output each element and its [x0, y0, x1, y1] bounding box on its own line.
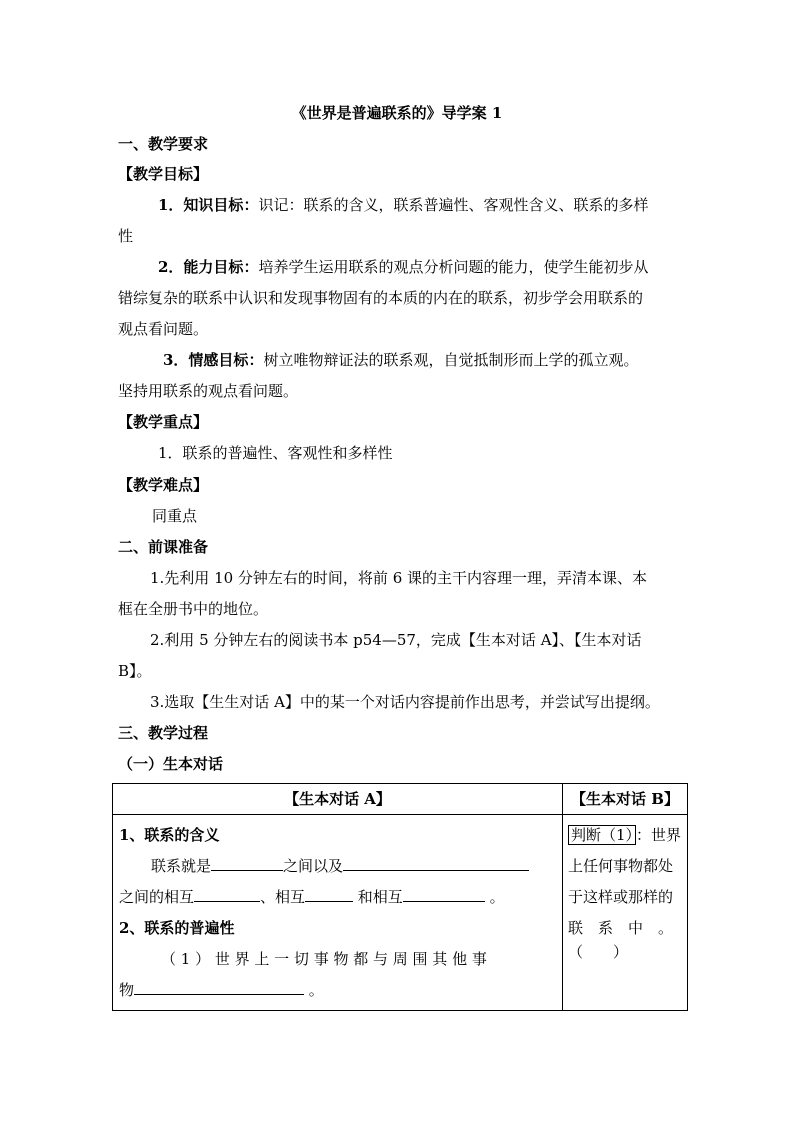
- goal2-line2: 错综复杂的联系中认识和发现事物固有的本质的内在的联系，初步学会用联系的: [118, 289, 644, 307]
- col-a-header: 【生本对话 A】: [113, 784, 563, 815]
- b-judge-line3: 于这样或那样的: [568, 888, 674, 906]
- goal2-line3: 观点看问题。: [118, 320, 209, 338]
- goal3-label: 3．情感目标：: [163, 351, 264, 369]
- goal1-text: 识记：联系的含义，联系普遍性、客观性含义、联系的多样: [258, 196, 649, 214]
- section1-heading: 一、教学要求: [118, 135, 209, 153]
- answer-blank[interactable]: [343, 855, 529, 871]
- b-judge-line1: 判断（1） ：世界: [568, 824, 681, 845]
- prep-item1-line1: 1.先利用 10 分钟左右的时间，将前 6 课的主干内容理一理，弄清本课、本: [150, 569, 648, 587]
- key-heading: 【教学重点】: [118, 413, 209, 431]
- key-text: 1．联系的普遍性、客观性和多样性: [158, 444, 393, 462]
- goal2-line1: [158, 256, 648, 277]
- prep-item1-line2: 框在全册书中的地位。: [118, 600, 269, 618]
- a-item1-line2: 之间的相互 、相互 和相互 。: [119, 888, 505, 906]
- goal1-line1: [158, 194, 648, 215]
- goals-heading: 【教学目标】: [118, 165, 209, 183]
- goal1-line2: 性: [118, 227, 134, 245]
- goal3-text: 树立唯物辩证法的联系观，自觉抵制形而上学的孤立观。: [263, 351, 639, 369]
- goal2-label: 2．能力目标：: [158, 258, 259, 276]
- prep-item2-line2: B】。: [118, 662, 152, 680]
- section3-subheading: （一）生本对话: [118, 755, 224, 773]
- goal2-text: 培养学生运用联系的观点分析问题的能力，使学生能初步从: [258, 258, 649, 276]
- b-judge-answer[interactable]: （ ）: [568, 943, 629, 961]
- answer-blank[interactable]: [211, 855, 283, 871]
- a-item2-line1: （ 1 ） 世 界 上 一 切 事 物 都 与 周 围 其 他 事: [161, 950, 487, 968]
- b-judge-line2: 上任何事物都处: [568, 857, 674, 875]
- answer-blank[interactable]: [403, 886, 485, 902]
- answer-blank[interactable]: [305, 886, 353, 902]
- goal3-line2: 坚持用联系的观点看问题。: [118, 382, 299, 400]
- a-item2-line2: 物 。: [119, 981, 324, 999]
- b-judge-line4: 联 系 中 。: [568, 919, 674, 937]
- dialogue-table: [112, 783, 688, 1011]
- answer-blank[interactable]: [134, 979, 304, 995]
- judge-label-box: 判断（1）: [568, 825, 636, 845]
- prep-item3: 3.选取【生生对话 A】中的某一个对话内容提前作出思考，并尝试写出提纲。: [150, 693, 660, 711]
- goal1-label: 1．知识目标：: [158, 196, 259, 214]
- a-item1-line1: 联系就是 之间以及: [151, 855, 529, 876]
- col-b-content: [563, 815, 688, 1011]
- section3-heading: 三、教学过程: [118, 724, 209, 742]
- col-b-header: 【生本对话 B】: [563, 784, 688, 815]
- prep-item2-line1: 2.利用 5 分钟左右的阅读书本 p54—57，完成【生本对话 A】、【生本对话: [150, 631, 642, 649]
- a-item1-heading: 1、联系的含义: [119, 826, 220, 844]
- goal3-line1: [163, 349, 638, 370]
- col-a-content: [113, 815, 563, 1011]
- difficulty-text: 同重点: [152, 507, 198, 525]
- section2-heading: 二、前课准备: [118, 538, 209, 556]
- page-title: 《世界是普遍联系的》导学案 1: [291, 104, 503, 122]
- answer-blank[interactable]: [194, 886, 260, 902]
- a-item2-heading: 2、联系的普遍性: [119, 919, 235, 937]
- difficulty-heading: 【教学难点】: [118, 476, 209, 494]
